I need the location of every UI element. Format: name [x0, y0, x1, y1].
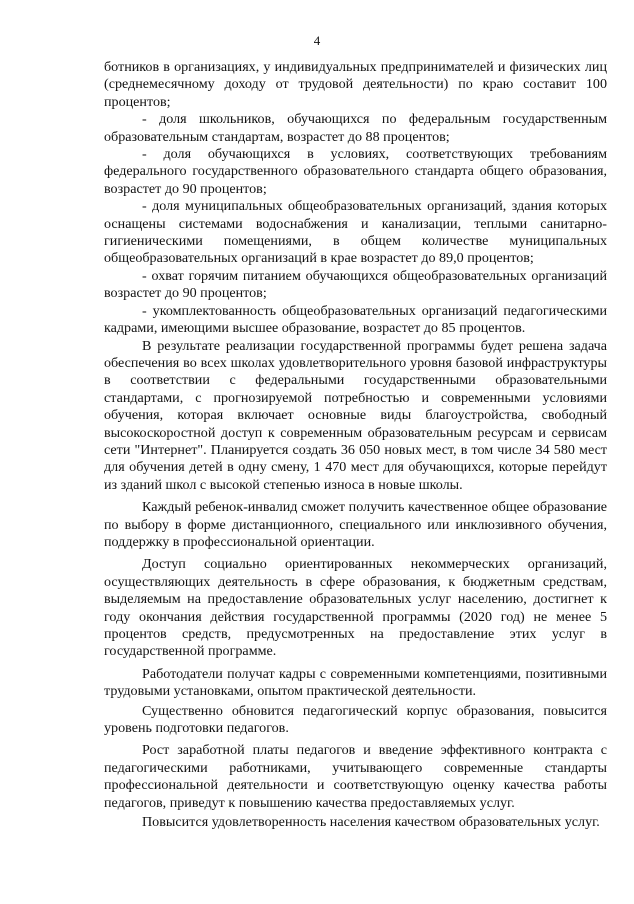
paragraph-teaching-corps: Существенно обновится педагогический корпус образования, повысится уровень подготовки педагогов.: [104, 702, 607, 737]
list-item-students-conditions: - доля обучающихся в условиях, соответствующих требованиям федерального государственного образовательного стандарта общего образования, возрастет до 90 процентов;: [104, 146, 607, 197]
paragraph-satisfaction: Повысится удовлетворенность населения качеством образовательных услуг.: [142, 814, 600, 831]
document-body: [104, 59, 607, 831]
list-item-students-fgos: - доля школьников, обучающихся по федеральным государственным образовательным стандартам, возрастет до 88 процентов;: [104, 111, 607, 145]
paragraph-continuation: ботников в организациях, у индивидуальных предпринимателей и физических лиц (среднемесячному доходу от трудовой деятельности) по краю составит 100 процентов;: [104, 59, 607, 110]
list-item-hot-meals: - охват горячим питанием обучающихся общеобразовательных организаций возрастет до 90 процентов;: [104, 267, 607, 302]
paragraph-program-results: В результате реализации государственной программы будет решена задача обеспечения во всех школах удовлетворительного уровня базовой инфраструктуры в соответствии с федеральными государственными образовательными стандартами, с прогнозируемой потребностью и современными условиями обучения, которая включает основные виды благоустройства, свободный высокоскоростной доступ к современным образовательным ресурсам и сервисам сети "Интернет". Планируется создать 36 050 новых мест, в том числе 34 580 мест для обучения детей в одну смену, 1 470 мест для обучающихся, которые перейдут из зданий школ с высокой степенью износа в новые школы.: [104, 337, 607, 493]
list-item-municipal-buildings: - доля муниципальных общеобразовательных организаций, здания которых оснащены системами водоснабжения и канализации, теплыми санитарно-гигиеническими помещениями, в общем количестве муниципальных общеобразовательных организаций в крае возрастет до 89,0 процентов;: [104, 198, 607, 267]
page-number: 4: [313, 33, 321, 48]
list-item-teaching-staff: - укомплектованность общеобразовательных организаций педагогическими кадрами, имеющими высшее образование, возрастет до 85 процентов.: [104, 302, 607, 337]
paragraph-nonprofit-access: Доступ социально ориентированных некоммерческих организаций, осуществляющих деятельность в сфере образования, к бюджетным средствам, выделяемым на предоставление образовательных услуг населению, достигнет к году окончания действия государственной программы (2020 год) не менее 5 процентов средств, предусмотренных на предоставление этих услуг в государственной программе.: [104, 556, 607, 660]
paragraph-teacher-salary: Рост заработной платы педагогов и введение эффективного контракта с педагогическими работниками, учитывающего современные стандарты профессиональной деятельности и соответствующую оценку качества работы педагогов, приведут к повышению качества предоставляемых услуг.: [104, 742, 607, 811]
paragraph-employers: Работодатели получат кадры с современными компетенциями, позитивными трудовыми установками, опытом практической деятельности.: [104, 665, 607, 700]
paragraph-disabled-children: Каждый ребенок-инвалид сможет получить качественное общее образование по выбору в форме дистанционного, специального или инклюзивного обучения, поддержку в профессиональной ориентации.: [104, 499, 607, 550]
